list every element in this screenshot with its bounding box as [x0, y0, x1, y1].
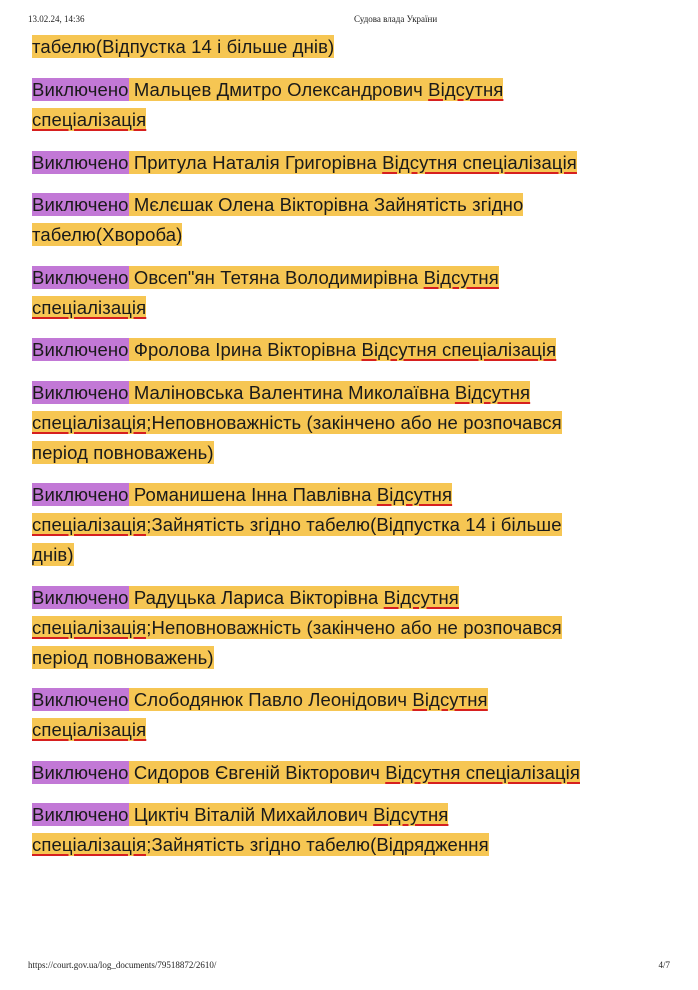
reason-secondary: ;Неповноважність (закінчено або не розпочався період повноважень): [32, 411, 562, 463]
reason-secondary: Зайнятість згідно табелю(Хвороба): [32, 194, 524, 245]
list-item: [32, 800, 592, 860]
reason-primary: Відсутня спеціалізація: [32, 79, 504, 130]
status-badge: Виключено: [32, 484, 129, 505]
list-item: [32, 378, 592, 468]
reason-secondary: ;Неповноважність (закінчено або не розпочався період повноважень): [32, 616, 562, 668]
reason-primary: Відсутня спеціалізація: [32, 689, 488, 740]
list-item: [32, 335, 592, 365]
page-number: 4/7: [658, 960, 670, 970]
status-badge: Виключено: [32, 79, 129, 100]
list-item: [32, 190, 592, 250]
reason-secondary: ;Зайнятість згідно табелю(Відрядження: [146, 834, 489, 855]
judge-name: Мальцев Дмитро Олександрович: [133, 79, 423, 100]
status-badge: Виключено: [32, 194, 129, 215]
reason-primary: Відсутня спеціалізація: [32, 266, 499, 318]
judge-name: Слободянюк Павло Леонідович: [133, 689, 408, 710]
list-item: [32, 758, 592, 788]
list-item: [32, 685, 592, 745]
status-badge: Виключено: [32, 586, 129, 608]
list-item: [32, 480, 592, 570]
reason-primary: Відсутня спеціалізація: [32, 381, 531, 433]
print-url[interactable]: https://court.gov.ua/log_documents/79518872/2610/: [28, 960, 217, 970]
print-site-title: Судова влада України: [354, 14, 438, 24]
status-badge: Виключено: [32, 381, 129, 403]
reason-primary: Відсутня спеціалізація: [385, 761, 580, 783]
continued-text: табелю(Відпустка 14 і більше днів): [32, 36, 335, 57]
reason-primary: Відсутня спеціалізація: [32, 804, 449, 855]
judge-name: Фролова Ірина Вікторівна: [133, 339, 357, 360]
judge-name: Циктіч Віталій Михайлович: [133, 804, 368, 825]
status-badge: Виключено: [32, 151, 129, 173]
status-badge: Виключено: [32, 804, 129, 825]
judge-name: Овсеп"ян Тетяна Володимирівна: [133, 266, 419, 288]
status-badge: Виключено: [32, 266, 129, 288]
judge-name: Радуцька Лариса Вікторівна: [133, 586, 379, 608]
print-footer: [28, 960, 670, 974]
reason-primary: Відсутня спеціалізація: [382, 151, 577, 173]
entry-list: [32, 75, 592, 860]
list-item: [32, 75, 592, 135]
reason-secondary: ;Зайнятість згідно табелю(Відпустка 14 і більше днів): [32, 514, 562, 565]
judge-name: Маліновська Валентина Миколаївна: [133, 381, 450, 403]
list-item: [32, 583, 592, 673]
judge-name: Мєлєшак Олена Вікторівна: [133, 194, 369, 215]
status-badge: Виключено: [32, 339, 129, 360]
list-item: [32, 148, 592, 178]
judge-name: Притула Наталія Григорівна: [133, 151, 377, 173]
status-badge: Виключено: [32, 761, 129, 783]
judge-name: Романишена Інна Павлівна: [133, 484, 372, 505]
print-datetime: 13.02.24, 14:36: [28, 14, 85, 24]
continued-entry: [32, 32, 592, 62]
judge-name: Сидоров Євгеній Вікторович: [133, 761, 380, 783]
reason-primary: Відсутня спеціалізація: [32, 586, 459, 638]
print-header: [28, 14, 670, 28]
document-body: [32, 32, 592, 873]
reason-primary: Відсутня спеціалізація: [361, 339, 557, 360]
reason-primary: Відсутня спеціалізація: [32, 484, 453, 535]
list-item: [32, 263, 592, 323]
status-badge: Виключено: [32, 689, 129, 710]
